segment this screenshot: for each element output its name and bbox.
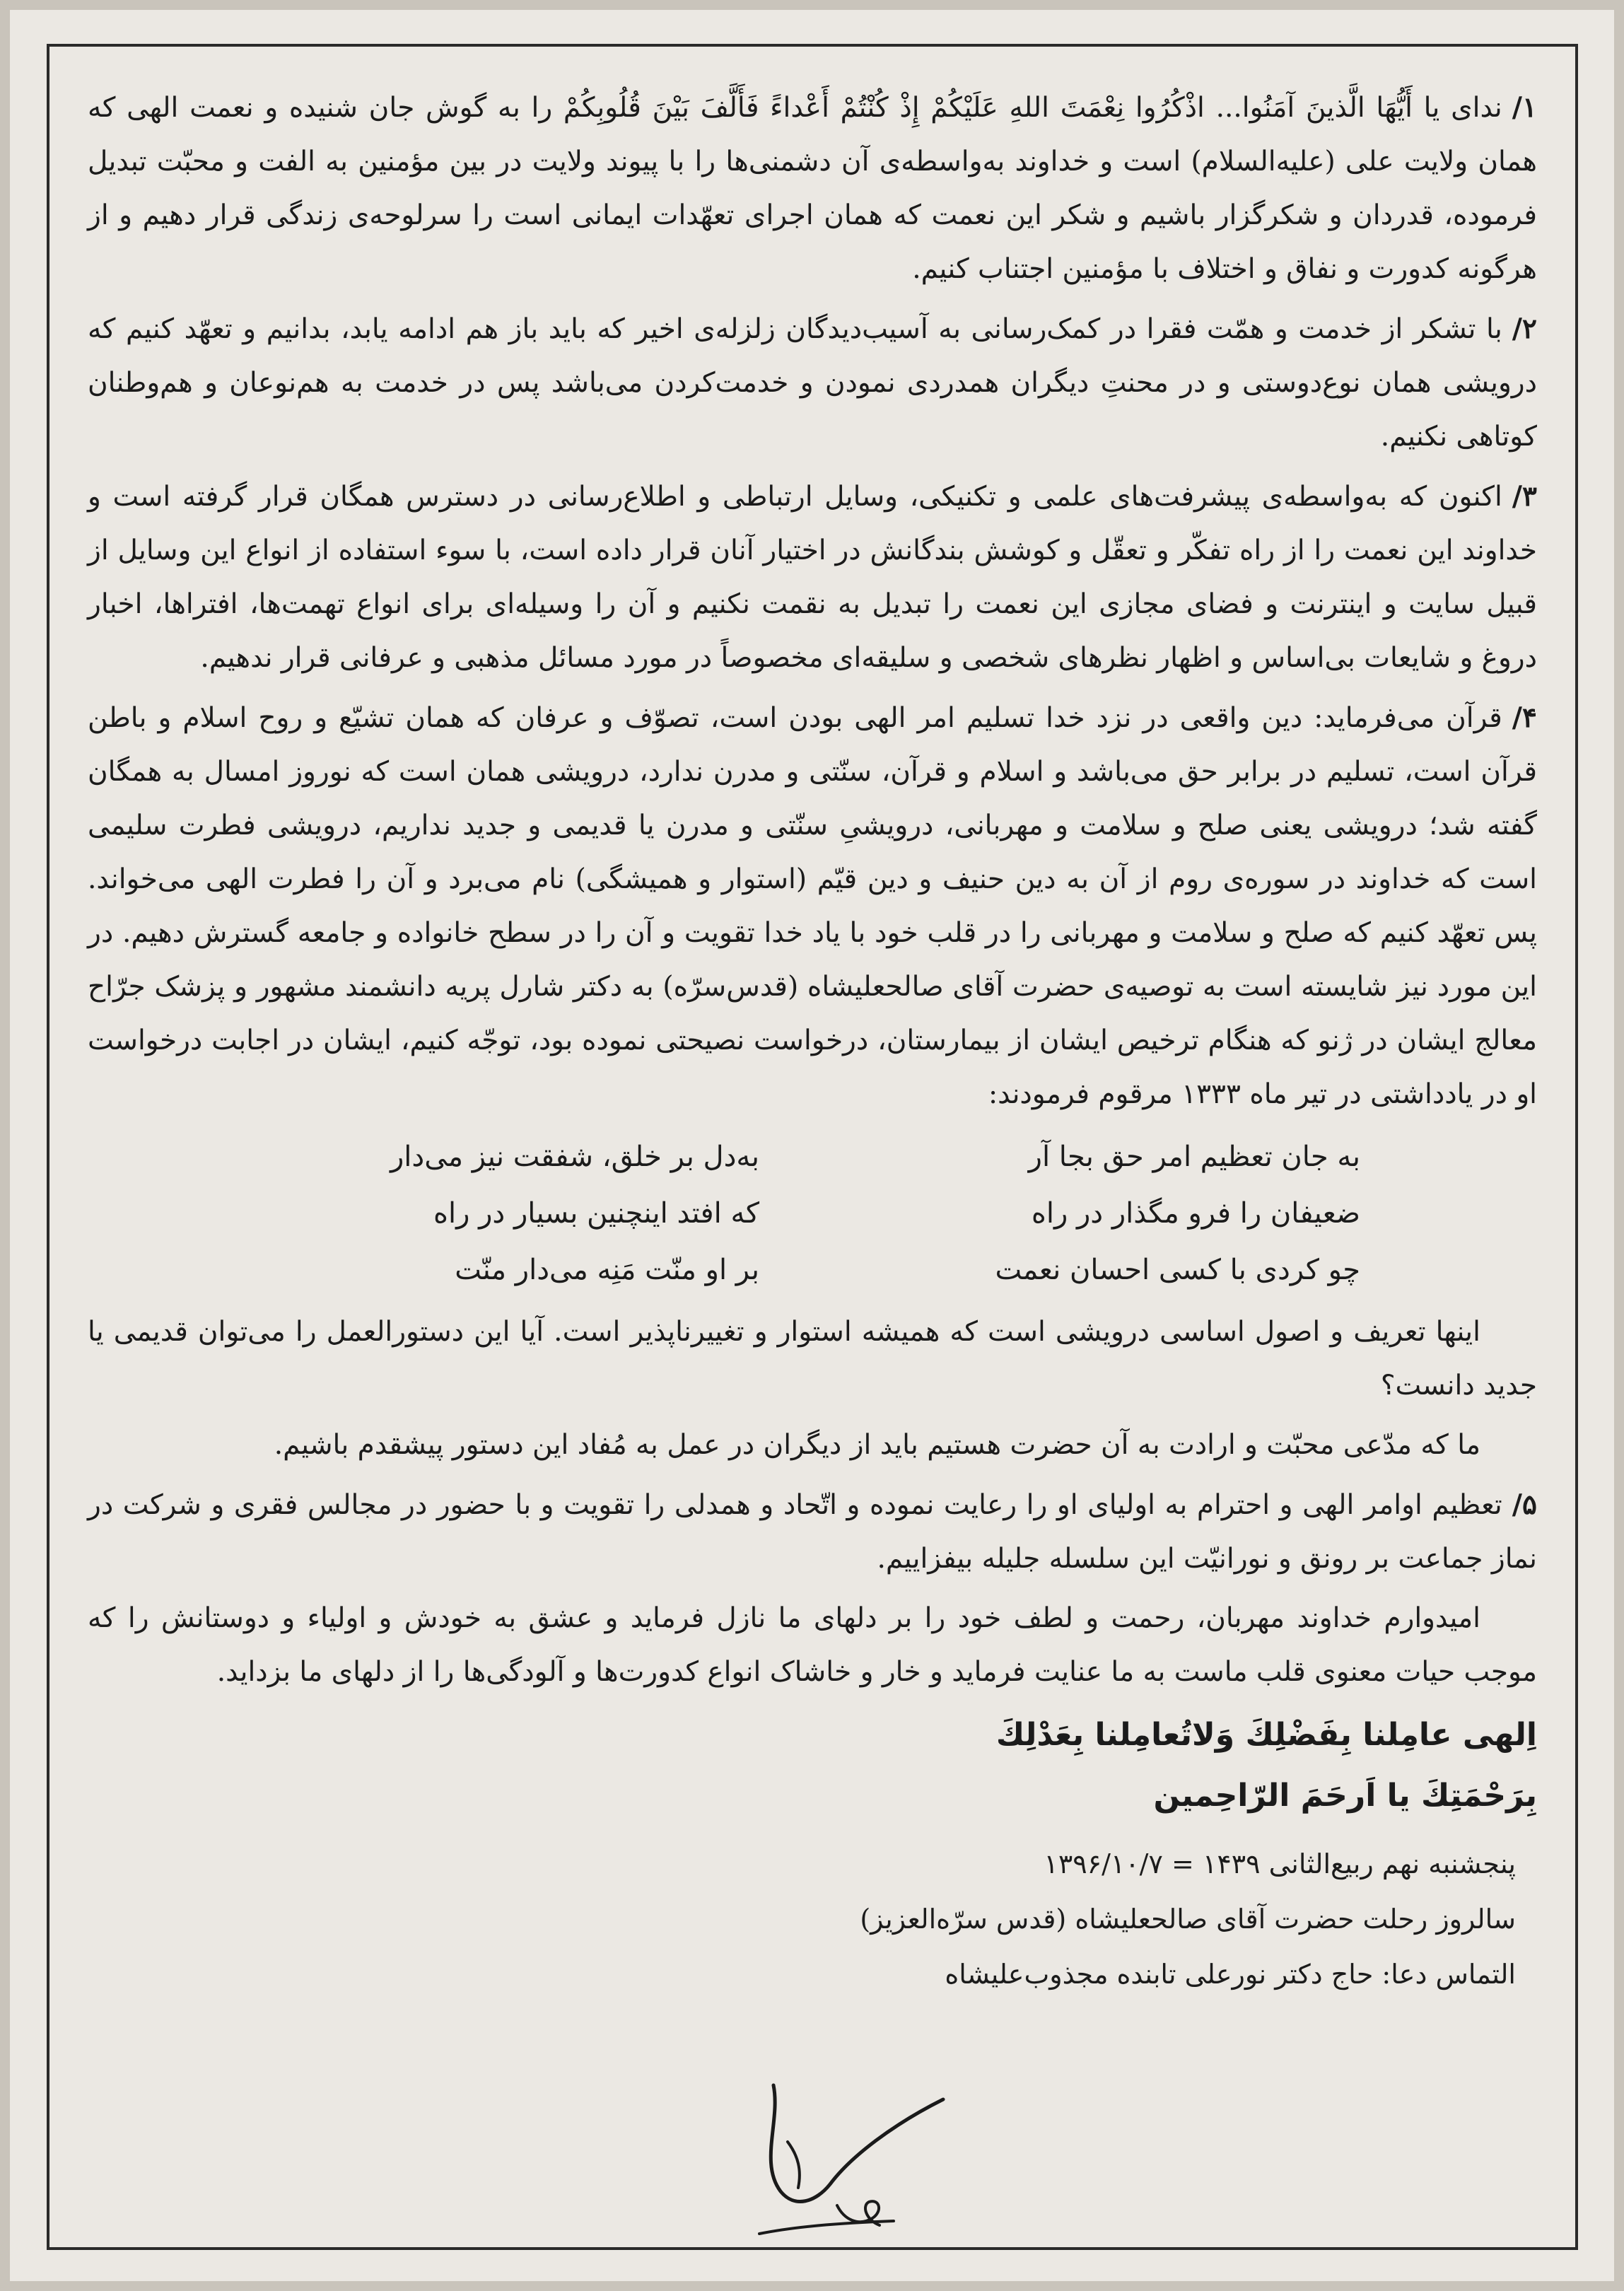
footer-occasion: سالروز رحلت حضرت آقای صالحعلیشاه (قدس سرّه‌العزیز) <box>860 1904 1516 1935</box>
paragraph-number: ۳/ <box>1512 480 1537 513</box>
paragraph-text: با تشکر از خدمت و همّت فقرا در کمک‌رسانی به آسیب‌دیدگان زلزله‌ی اخیر که باید باز هم ادامه یابد، بدانیم و تعهّد کنیم که درویشی همان نوع‌دوستی و در محنتِ دیگران همدردی نمودن و خدمت‌کردن می‌باشد پس در خدمت به هم‌نوعان و هم‌وطنان کوتاهی نکنیم. <box>88 313 1537 453</box>
paragraph-text: تعظیم اوامر الهی و احترام به اولیای او را رعایت نموده و اتّحاد و همدلی را تقویت و با حضور در مجالس فقری و شرکت در نماز جماعت بر رونق و نورانیّت این سلسله جلیله بیفزاییم. <box>88 1489 1537 1575</box>
poem-verse <box>88 1185 1537 1242</box>
poem-hemistich-left: بر او منّت مَنِه می‌دار منّت <box>455 1254 759 1286</box>
poem-verse <box>88 1242 1537 1298</box>
document-footer <box>88 1836 1537 2002</box>
closing-prayer <box>88 1705 1537 1826</box>
handwritten-signature <box>731 2057 957 2248</box>
poem-hemistich-right: ضعیفان را فرو مگذار در راه <box>1031 1197 1360 1230</box>
poem-hemistich-right: چو کردی با کسی احسان نعمت <box>995 1254 1360 1286</box>
paragraph-4 <box>88 691 1537 1121</box>
poem-hemistich-left: به‌دل بر خلق، شفقت نیز می‌دار <box>390 1141 759 1173</box>
poem <box>88 1129 1537 1298</box>
footer-signed: التماس دعا: حاج دکتر نورعلی تابنده مجذوب‌علیشاه <box>945 1959 1516 1990</box>
poem-hemistich-right: به جان تعظیم امر حق بجا آر <box>1028 1141 1360 1173</box>
document-body <box>88 81 1537 2002</box>
footer-date: پنجشنبه نهم ربیع‌الثانی ۱۴۳۹ = ۱۳۹۶/۱۰/۷ <box>1044 1848 1516 1879</box>
paragraph-3 <box>88 470 1537 685</box>
paragraph-number: ۱/ <box>1512 91 1537 124</box>
paragraph-text: اکنون که به‌واسطه‌ی پیشرفت‌های علمی و تکنیکی، وسایل ارتباطی و اطلاع‌رسانی در دسترس همگان قرار گرفته است و خداوند این نعمت را از راه تفکّر و تعقّل و کوشش بندگانش در اختیار آنان قرار داده است، با سوء استفاده از انواع این وسایل از قبیل سایت و اینترنت و فضای مجازی این نعمت را تبدیل به نقمت نکنیم و آن را وسیله‌ای برای انواع تهمت‌ها، افتراها، اخبار دروغ و شایعات بی‌اساس و اظهار نظرهای شخصی و سلیقه‌ای مخصوصاً در مورد مسائل مذهبی و عرفانی قرار ندهیم. <box>88 481 1537 674</box>
poem-commentary: اینها تعریف و اصول اساسی درویشی است که همیشه استوار و تغییرناپذیر است. آیا این دستورالعمل را می‌توان قدیمی یا جدید دانست؟ <box>88 1316 1537 1401</box>
paragraph-number: ۵/ <box>1512 1488 1537 1521</box>
poem-commentary: ما که مدّعی محبّت و ارادت به آن حضرت هستیم باید از دیگران در عمل به مُفاد این دستور پیشقدم باشیم. <box>274 1429 1480 1461</box>
paragraph-text: قرآن می‌فرماید: دین واقعی در نزد خدا تسلیم امر الهی بودن است، تصوّف و عرفان که همان تشیّع و روح اسلام و باطن قرآن است، تسلیم در برابر حق می‌باشد و اسلام و قرآن، سنّتی و مدرن ندارد، درویشی همان است که نوروز امسال به همگان گفته شد؛ درویشی یعنی صلح و سلامت و مهربانی، درویشیِ سنّتی و مدرن یا قدیمی و جدید نداریم، درویشی فطرت سلیمی است که خداوند در سوره‌ی روم از آن به دین حنیف و دین قیّم (استوار و همیشگی) نام می‌برد و آن را فطرت الهی می‌خواند. پس تعهّد کنیم که صلح و سلامت و مهربانی را در قلب خود با یاد خدا تقویت و آن را در سطح خانواده و جامعه گسترش دهیم. در این مورد نیز شایسته است به توصیه‌ی حضرت آقای صالحعلیشاه (قدس‌سرّه) به دکتر شارل پریه دانشمند مشهور و پزشک جرّاح معالج ایشان در ژنو که هنگام ترخیص ایشان از بیمارستان، درخواست نصیحتی نموده بود، توجّه کنیم، ایشان در اجابت درخواست او در یادداشتی در تیر ماه ۱۳۳۳ مرقوم فرمودند: <box>88 702 1537 1110</box>
paragraph-5 <box>88 1478 1537 1586</box>
paragraph-1 <box>88 81 1537 296</box>
paragraph-number: ۲/ <box>1512 313 1537 345</box>
poem-hemistich-left: که افتد اینچنین بسیار در راه <box>433 1197 759 1230</box>
paragraph-2 <box>88 302 1537 464</box>
paper-sheet <box>10 10 1614 2281</box>
paragraph-text: ندای یا أَیُّهَا الَّذینَ آمَنُوا... اذْکُرُوا نِعْمَتَ اللهِ عَلَیْکُمْ إِذْ کُنْتُمْ أَعْداءً فَأَلَّفَ بَیْنَ قُلُوبِکُمْ را به گوش جان شنیده و نعمت الهی که همان ولایت علی (علیه‌السلام) است و خداوند به‌واسطه‌ی آن دشمنی‌ها را با پیوند ولایت در بین مؤمنین به الفت و محبّت تبدیل فرموده، قدردان و شکرگزار باشیم و شکر این نعمت که همان اجرای تعهّدات ایمانی است را سرلوحه‌ی زندگی قرار دهیم و از هرگونه کدورت و نفاق و اختلاف با مؤمنین اجتناب کنیم. <box>88 92 1537 285</box>
poem-verse <box>88 1129 1537 1185</box>
prayer-line: بِرَحْمَتِكَ یا اَرحَمَ الرّاحِمین <box>1153 1778 1537 1814</box>
closing-paragraph: امیدوارم خداوند مهربان، رحمت و لطف خود را بر دلهای ما نازل فرماید و عشق به خودش و اولیاء و دوستانش را که موجب حیات معنوی قلب ماست به ما عنایت فرماید و خار و خاشاک انواع کدورت‌ها و آلودگی‌ها را از دلهای ما بزداید. <box>88 1602 1537 1688</box>
prayer-line: اِلهی عامِلنا بِفَضْلِكَ وَلاتُعامِلنا بِعَدْلِكَ <box>995 1717 1537 1753</box>
paragraph-number: ۴/ <box>1512 701 1537 734</box>
